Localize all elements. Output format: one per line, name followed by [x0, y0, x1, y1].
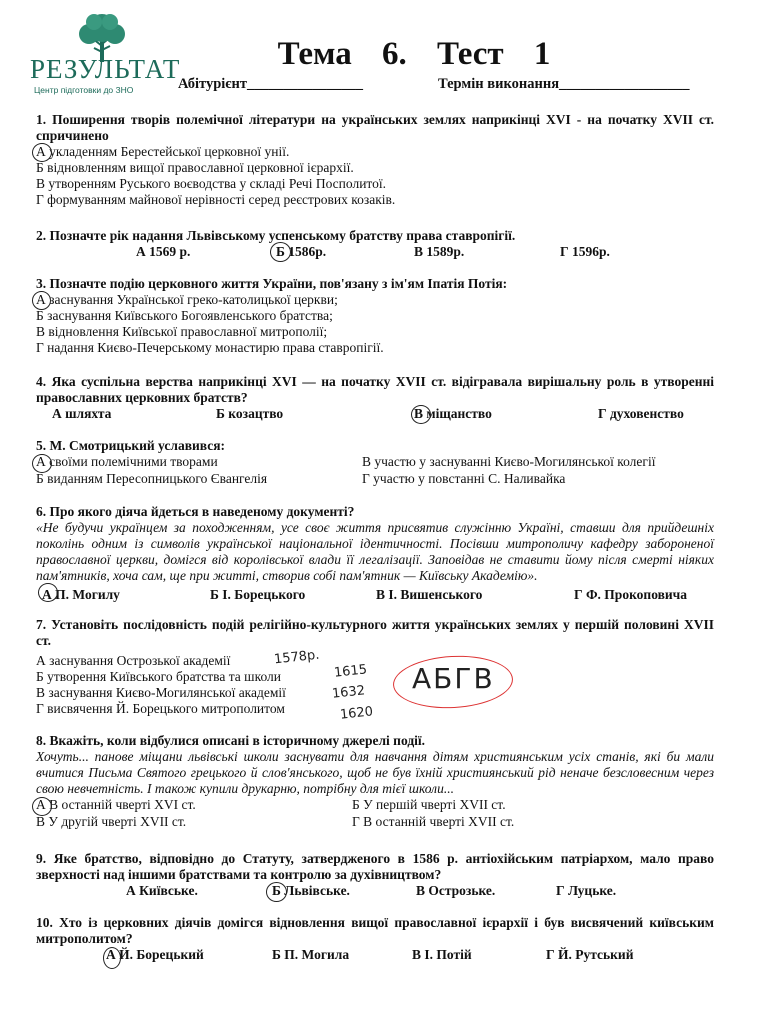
- option-b: Б утворення Київського братства та школи: [36, 669, 281, 684]
- question-text: 5. М. Смотрицький уславився:: [36, 438, 226, 453]
- logo-wordmark: РЕЗУЛЬТАТ: [30, 54, 181, 84]
- question-1: [36, 112, 714, 208]
- question-4: [36, 374, 714, 423]
- option-c: В утворенням Руського воєводства у складі Речі Посполитої.: [36, 176, 387, 191]
- option-d: Г Й. Рутський: [546, 947, 634, 962]
- option-c: В участю у заснуванні Києво-Могилянської колегії: [362, 454, 656, 469]
- question-9: [36, 851, 714, 900]
- question-5: [36, 438, 714, 488]
- option-d: Г висвячення Й. Борецького митрополитом: [36, 701, 285, 716]
- option-d: Г 1596р.: [560, 244, 610, 259]
- option-a: А Й. Борецький: [106, 947, 204, 962]
- option-b: Б козацтво: [216, 406, 284, 421]
- option-c: В 1589р.: [414, 244, 465, 259]
- option-a: А П. Могилу: [42, 587, 120, 602]
- option-c: В відновлення Київської православної митрополії;: [36, 324, 328, 339]
- question-text: 9. Яке братство, відповідно до Статуту, затвердженого в 1586 р. антіохійським патріархом, мало право зверхності над іншими братствами та контролю за духівництвом?: [36, 851, 714, 882]
- option-d: Г Луцьке.: [556, 883, 617, 898]
- option-d: Г духовенство: [598, 406, 684, 421]
- option-a: А укладенням Берестейської церковної унії.: [36, 144, 290, 159]
- handwritten-year: 1578р.: [273, 647, 321, 668]
- question-text: 2. Позначте рік надання Львівському успенському братству права ставропігії.: [36, 228, 516, 243]
- option-a: А Київське.: [126, 883, 198, 898]
- question-text: 10. Хто із церковних діячів домігся відновлення вищої православної ієрархії і був висвячений київським митрополитом?: [36, 915, 714, 946]
- option-a: А заснування Острозької академії: [36, 653, 231, 668]
- option-c: В У другій чверті XVII ст.: [36, 814, 187, 829]
- logo-subtitle: Центр підготовки до ЗНО: [34, 85, 134, 95]
- question-8: [36, 733, 714, 831]
- handwritten-year: 1615: [333, 662, 368, 681]
- question-text: 1. Поширення творів полемічної літератури на українських землях наприкінці XVI - на початку XVII ст. спричинено: [36, 112, 714, 143]
- option-a: А заснування Української греко-католицької церкви;: [36, 292, 338, 307]
- question-6: [36, 504, 714, 604]
- option-c: В Острозьке.: [416, 883, 496, 898]
- question-text: 6. Про якого діяча йдеться в наведеному документі?: [36, 504, 355, 519]
- document-quote: «Не будучи українцем за походженням, усе своє життя присвятив служінню Україні, ставши для прийдешніх поколінь одним із символів української національної ідентичності. Посівши митрополичу кафедру забороненої православної церкви, домігся від королівської влади її легалізації. Заповідав не ставити йому після смерті ніяких пам'ятників, хоча сам, ще при житті, створив собі пам'ятник — Київську Академію».: [36, 520, 714, 583]
- option-d: Г участю у повстанні С. Наливайка: [362, 471, 566, 486]
- handwritten-year: 1620: [339, 704, 374, 723]
- option-b: Б У першій чверті XVII ст.: [352, 797, 506, 812]
- option-c: В І. Вишенського: [376, 587, 483, 602]
- question-10: [36, 915, 714, 964]
- option-b: Б І. Борецького: [210, 587, 306, 602]
- option-d: Г формуванням майнової нерівності серед реєстрових козаків.: [36, 192, 396, 207]
- question-text: 4. Яка суспільна верства наприкінці XVI — на початку XVII ст. відігравала вирішальну роль в утворенні православних церковних братств?: [36, 374, 714, 405]
- option-a: А В останній чверті XVI ст.: [36, 797, 196, 812]
- source-quote: Хочуть... панове міщани львівські школи заснувати для навчання дітям християнським усіх станів, які би мали вчитися Письма Святого грецького й слов'янського, щоб не був їхній християнський рід неначе безсловесним через свою невчетність. І також купили друкарню, потрібну для тієї школи...: [36, 749, 714, 796]
- question-3: [36, 276, 714, 356]
- handwritten-year: 1632: [331, 683, 366, 702]
- option-a: А своїми полемічними творами: [36, 454, 218, 469]
- option-d: Г В останній чверті XVII ст.: [352, 814, 515, 829]
- option-b: Б виданням Пересопницького Євангелія: [36, 471, 268, 486]
- applicant-field: Абітурієнт________________: [178, 76, 364, 92]
- option-d: Г Ф. Прокоповича: [574, 587, 688, 602]
- option-a: А 1569 р.: [136, 244, 191, 259]
- option-b: Б 1586р.: [276, 244, 327, 259]
- question-text: 8. Вкажіть, коли відбулися описані в історичному джерелі події.: [36, 733, 426, 748]
- page-title: Тема 6. Тест 1: [277, 36, 551, 72]
- question-7: [36, 617, 714, 717]
- question-text: 3. Позначте подію церковного життя України, пов'язану з ім'ям Іпатія Потія:: [36, 276, 508, 291]
- option-c: В заснування Києво-Могилянської академії: [36, 685, 286, 700]
- option-a: А шляхта: [52, 406, 112, 421]
- option-c: В міщанство: [414, 406, 492, 421]
- option-c: В І. Потій: [412, 947, 472, 962]
- option-b: Б заснування Київського Богоявленського братства;: [36, 308, 333, 323]
- option-d: Г надання Києво-Печерському монастирю права ставропігії.: [36, 340, 384, 355]
- handwritten-answer: АБГВ: [412, 662, 495, 695]
- deadline-field: Термін виконання__________________: [438, 76, 690, 92]
- option-b: Б Львівське.: [272, 883, 350, 898]
- question-2: [36, 228, 714, 261]
- question-text: 7. Установіть послідовність подій релігійно-культурного життя українських землях у першій половині XVII ст.: [36, 617, 714, 648]
- option-b: Б відновленням вищої православної церковної ієрархії.: [36, 160, 354, 175]
- option-b: Б П. Могила: [272, 947, 350, 962]
